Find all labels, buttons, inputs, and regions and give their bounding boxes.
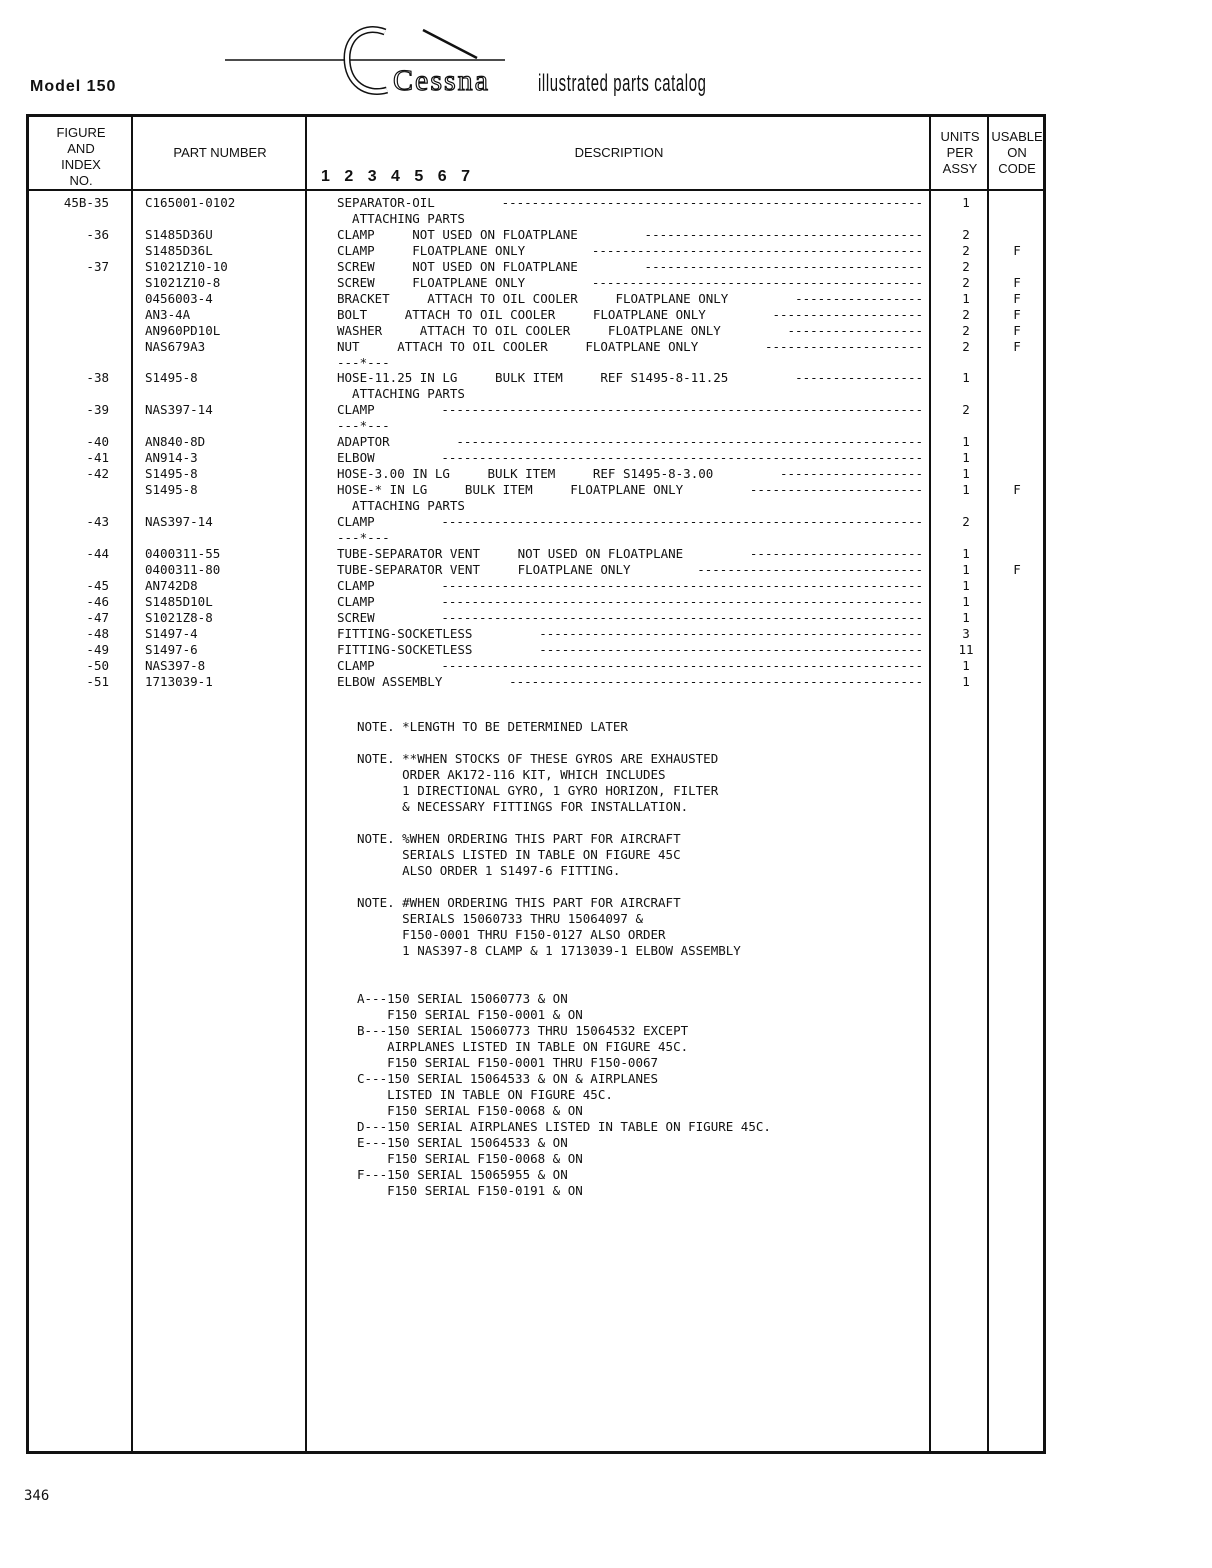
table-row — [29, 610, 1043, 626]
units-per-assy-cell: 1 — [962, 195, 970, 210]
leader-dashes: ----------------- — [795, 370, 923, 386]
table-row — [29, 323, 1043, 339]
description-text: ADAPTOR — [337, 434, 390, 450]
description-text: CLAMP NOT USED ON FLOATPLANE — [337, 226, 578, 242]
description-cell — [337, 291, 923, 307]
units-per-assy-cell: 1 — [962, 673, 970, 689]
units-per-assy-cell: 1 — [962, 577, 970, 593]
description-cell — [337, 514, 923, 530]
description-cell — [337, 626, 923, 642]
table-row — [29, 626, 1043, 642]
figure-index-cell: -39 — [86, 402, 109, 418]
part-number-cell: AN840-8D — [145, 434, 206, 450]
part-number-cell: NAS397-14 — [145, 514, 213, 529]
leader-dashes: ------------------------------ — [697, 561, 923, 577]
description-cell — [337, 323, 923, 339]
part-number-cell: AN3-4A — [145, 306, 191, 322]
brand-wordmark: Cessna — [393, 64, 490, 97]
serial-code-entry: D---150 SERIAL AIRPLANES LISTED IN TABLE ON FIGURE 45C. — [357, 1119, 771, 1134]
table-row — [29, 498, 1043, 514]
leader-dashes: ----------------------- — [749, 545, 923, 561]
part-number-cell: S1497-4 — [145, 625, 198, 641]
usable-on-code-cell: F — [1013, 290, 1021, 306]
leader-dashes: --------------------------------------------------- — [539, 625, 923, 641]
description-text: FITTING-SOCKETLESS — [337, 641, 473, 657]
units-per-assy-cell: 2 — [962, 242, 970, 258]
header-part-number: PART NUMBER — [173, 145, 267, 160]
figure-index-cell: -51 — [86, 673, 109, 689]
table-row — [29, 195, 1043, 211]
leader-dashes: ---------------------------------------------------------------- — [441, 577, 923, 593]
units-per-assy-cell: 2 — [962, 514, 970, 529]
part-number-cell: C165001-0102 — [145, 195, 236, 210]
usable-on-code-cell: F — [1013, 306, 1021, 322]
description-cell — [337, 434, 923, 450]
description-cell — [337, 674, 923, 690]
units-per-assy-cell: 1 — [962, 370, 970, 386]
table-row — [29, 642, 1043, 658]
usable-on-code-cell: F — [1013, 242, 1021, 258]
units-per-assy-cell: 11 — [958, 641, 974, 657]
description-text: ATTACHING PARTS — [337, 386, 465, 402]
part-number-cell: 1713039-1 — [145, 673, 213, 689]
leader-dashes: -------------------------------------------- — [591, 242, 923, 258]
header-indent-levels: 1 2 3 4 5 6 7 — [321, 168, 475, 185]
description-cell — [337, 402, 923, 418]
units-per-assy-cell: 2 — [962, 322, 970, 338]
description-text: BOLT ATTACH TO OIL COOLER FLOATPLANE ONLY — [337, 306, 706, 322]
units-per-assy-cell: 2 — [962, 274, 970, 290]
description-text: SEPARATOR-OIL — [337, 195, 435, 210]
notes-section — [357, 719, 771, 1199]
figure-index-cell: -37 — [86, 258, 109, 274]
note: NOTE. *LENGTH TO BE DETERMINED LATER — [357, 719, 628, 734]
units-per-assy-cell: 1 — [962, 434, 970, 450]
description-cell — [337, 546, 923, 562]
description-text: CLAMP — [337, 593, 375, 609]
description-cell — [337, 259, 923, 275]
description-text: HOSE-3.00 IN LG BULK ITEM REF S1495-8-3.00 — [337, 466, 714, 482]
table-row — [29, 562, 1043, 578]
leader-dashes: ---------------------------------------------------------------- — [441, 514, 923, 529]
table-row — [29, 227, 1043, 243]
table-row — [29, 466, 1043, 482]
description-cell — [337, 307, 923, 323]
note: NOTE. **WHEN STOCKS OF THESE GYROS ARE EXHAUSTED ORDER AK172-116 KIT, WHICH INCLUDES 1 DIRECTIONAL GYRO, 1 GYRO HORIZON, FILTER & NECESSARY FITTINGS FOR INSTALLATION. — [357, 751, 719, 814]
leader-dashes: -------------------------------------------------------------- — [456, 434, 923, 450]
figure-index-cell: -36 — [86, 226, 109, 242]
description-cell — [337, 578, 923, 594]
description-cell — [337, 498, 923, 514]
description-cell — [337, 386, 923, 402]
leader-dashes: ------------------- — [780, 466, 923, 482]
units-per-assy-cell: 1 — [962, 593, 970, 609]
table-row — [29, 402, 1043, 418]
leader-dashes: -------------------------------------------------------- — [501, 195, 923, 210]
leader-dashes: ------------------------------------- — [644, 226, 923, 242]
page-number: 346 — [24, 1488, 50, 1504]
parts-table — [26, 114, 1046, 1454]
part-number-cell: 0400311-80 — [145, 561, 221, 577]
description-cell — [337, 339, 923, 355]
serial-code-entry: E---150 SERIAL 15064533 & ON F150 SERIAL F150-0068 & ON — [357, 1135, 583, 1166]
description-text: HOSE-11.25 IN LG BULK ITEM REF S1495-8-11.25 — [337, 370, 729, 386]
table-row — [29, 530, 1043, 546]
units-per-assy-cell: 2 — [962, 306, 970, 322]
table-row — [29, 546, 1043, 562]
table-row — [29, 211, 1043, 227]
description-cell — [337, 642, 923, 658]
figure-index-cell: -47 — [86, 609, 109, 625]
units-per-assy-cell: 1 — [962, 561, 970, 577]
model-label: Model 150 — [30, 78, 117, 95]
figure-index-cell: -45 — [86, 577, 109, 593]
units-per-assy-cell: 2 — [962, 226, 970, 242]
units-per-assy-cell: 1 — [962, 545, 970, 561]
units-per-assy-cell: 1 — [962, 450, 970, 466]
table-row — [29, 291, 1043, 307]
description-text: CLAMP — [337, 402, 375, 418]
description-text: ---*--- — [337, 418, 390, 434]
leader-dashes: ------------------------------------- — [644, 258, 923, 274]
usable-on-code-cell: F — [1013, 482, 1021, 498]
description-text: NUT ATTACH TO OIL COOLER FLOATPLANE ONLY — [337, 338, 699, 354]
description-text: ATTACHING PARTS — [337, 498, 465, 514]
description-text: ELBOW ASSEMBLY — [337, 673, 443, 689]
table-row — [29, 275, 1043, 291]
figure-index-cell: -41 — [86, 450, 109, 466]
units-per-assy-cell: 1 — [962, 466, 970, 482]
note: NOTE. #WHEN ORDERING THIS PART FOR AIRCRAFT SERIALS 15060733 THRU 15064097 & F150-0001 THRU F150-0127 ALSO ORDER 1 NAS397-8 CLAMP & 1 1713039-1 ELBOW ASSEMBLY — [357, 895, 741, 958]
header-usable-on-code: USABLE ON CODE — [991, 129, 1043, 176]
description-cell — [337, 355, 923, 371]
figure-index-cell: -44 — [86, 545, 109, 561]
description-cell — [337, 482, 923, 498]
usable-on-code-cell: F — [1013, 274, 1021, 290]
note: NOTE. %WHEN ORDERING THIS PART FOR AIRCRAFT SERIALS LISTED IN TABLE ON FIGURE 45C ALSO ORDER 1 S1497-6 FITTING. — [357, 831, 681, 878]
description-text: TUBE-SEPARATOR VENT NOT USED ON FLOATPLANE — [337, 545, 684, 561]
header-figure-index: FIGURE AND INDEX NO. — [56, 125, 106, 188]
part-number-cell: S1485D36L — [145, 242, 213, 258]
description-text: SCREW — [337, 609, 375, 625]
part-number-cell: S1485D10L — [145, 593, 213, 609]
description-text: ---*--- — [337, 354, 390, 370]
serial-code-entry: C---150 SERIAL 15064533 & ON & AIRPLANES LISTED IN TABLE ON FIGURE 45C. F150 SERIAL F150-0068 & ON — [357, 1071, 659, 1118]
table-row — [29, 418, 1043, 434]
spacer — [357, 975, 771, 991]
description-text: BRACKET ATTACH TO OIL COOLER FLOATPLANE ONLY — [337, 290, 729, 306]
leader-dashes: ------------------------------------------------------- — [509, 673, 923, 689]
usable-on-code-cell: F — [1013, 338, 1021, 354]
catalog-title: illustrated parts catalog — [538, 70, 707, 97]
figure-index-cell: -40 — [86, 434, 109, 450]
description-cell — [337, 275, 923, 291]
part-number-cell: S1021Z10-8 — [145, 274, 221, 290]
figure-index-cell: -46 — [86, 593, 109, 609]
description-text: FITTING-SOCKETLESS — [337, 625, 473, 641]
figure-index-cell: -50 — [86, 657, 109, 673]
units-per-assy-cell: 2 — [962, 338, 970, 354]
table-row — [29, 386, 1043, 402]
part-number-cell: S1495-8 — [145, 466, 198, 482]
part-number-cell: S1495-8 — [145, 370, 198, 386]
leader-dashes: ---------------------------------------------------------------- — [441, 657, 923, 673]
description-text: HOSE-* IN LG BULK ITEM FLOATPLANE ONLY — [337, 482, 684, 498]
description-cell — [337, 562, 923, 578]
figure-index-cell: -43 — [86, 514, 109, 529]
description-cell — [337, 370, 923, 386]
part-number-cell: S1021Z10-10 — [145, 258, 228, 274]
table-row — [29, 658, 1043, 674]
table-row — [29, 514, 1043, 530]
leader-dashes: --------------------- — [764, 338, 923, 354]
units-per-assy-cell: 2 — [962, 258, 970, 274]
table-row — [29, 339, 1043, 355]
description-cell — [337, 418, 923, 434]
units-per-assy-cell: 1 — [962, 290, 970, 306]
leader-dashes: --------------------------------------------------- — [539, 641, 923, 657]
table-row — [29, 243, 1043, 259]
part-number-cell: NAS397-14 — [145, 402, 213, 418]
table-row — [29, 482, 1043, 498]
part-number-cell: AN742D8 — [145, 577, 198, 593]
table-row — [29, 450, 1043, 466]
table-row — [29, 370, 1043, 386]
leader-dashes: ---------------------------------------------------------------- — [441, 593, 923, 609]
description-cell — [337, 610, 923, 626]
description-cell — [337, 594, 923, 610]
leader-dashes: ----------------- — [795, 290, 923, 306]
description-cell — [337, 658, 923, 674]
leader-dashes: ----------------------- — [749, 482, 923, 498]
table-row — [29, 307, 1043, 323]
part-number-cell: 0456003-4 — [145, 290, 213, 306]
cessna-logo — [225, 22, 525, 104]
description-text: CLAMP — [337, 657, 375, 673]
table-row — [29, 259, 1043, 275]
description-text: ---*--- — [337, 529, 390, 545]
table-row — [29, 594, 1043, 610]
part-number-cell: NAS397-8 — [145, 657, 206, 673]
table-row — [29, 434, 1043, 450]
description-cell — [337, 243, 923, 259]
units-per-assy-cell: 1 — [962, 657, 970, 673]
description-text: ELBOW — [337, 450, 375, 466]
part-number-cell: S1485D36U — [145, 226, 213, 242]
figure-index-cell: -49 — [86, 641, 109, 657]
description-cell — [337, 530, 923, 546]
table-row — [29, 355, 1043, 371]
table-row — [29, 578, 1043, 594]
header-divider — [29, 189, 1043, 191]
description-cell — [337, 450, 923, 466]
description-text: SCREW FLOATPLANE ONLY — [337, 274, 526, 290]
description-text: ATTACHING PARTS — [337, 210, 465, 226]
table-row — [29, 674, 1043, 690]
description-cell — [337, 227, 923, 243]
units-per-assy-cell: 2 — [962, 402, 970, 418]
leader-dashes: ------------------ — [787, 322, 923, 338]
part-number-cell: AN914-3 — [145, 450, 198, 466]
leader-dashes: ---------------------------------------------------------------- — [441, 609, 923, 625]
leader-dashes: ---------------------------------------------------------------- — [441, 450, 923, 466]
figure-index-cell: -38 — [86, 370, 109, 386]
figure-index-cell: 45B-35 — [63, 195, 109, 210]
description-cell — [337, 466, 923, 482]
usable-on-code-cell: F — [1013, 561, 1021, 577]
description-cell — [337, 195, 923, 211]
units-per-assy-cell: 1 — [962, 482, 970, 498]
description-text: CLAMP — [337, 577, 375, 593]
leader-dashes: -------------------------------------------- — [591, 274, 923, 290]
part-number-cell: S1495-8 — [145, 482, 198, 498]
part-number-cell: S1021Z8-8 — [145, 609, 213, 625]
part-number-cell: S1497-6 — [145, 641, 198, 657]
part-number-cell: NAS679A3 — [145, 338, 206, 354]
part-number-cell: AN960PD10L — [145, 322, 221, 338]
serial-code-entry: F---150 SERIAL 15065955 & ON F150 SERIAL F150-0191 & ON — [357, 1167, 583, 1198]
description-cell — [337, 211, 923, 227]
header-description: DESCRIPTION — [574, 145, 664, 160]
leader-dashes: ---------------------------------------------------------------- — [441, 402, 923, 418]
description-text: WASHER ATTACH TO OIL COOLER FLOATPLANE ONLY — [337, 322, 721, 338]
leader-dashes: -------------------- — [772, 306, 923, 322]
header-units-per-assy: UNITS PER ASSY — [940, 129, 980, 176]
serial-code-entry: A---150 SERIAL 15060773 & ON F150 SERIAL F150-0001 & ON — [357, 991, 583, 1022]
description-text: TUBE-SEPARATOR VENT FLOATPLANE ONLY — [337, 561, 631, 577]
figure-index-cell: -48 — [86, 625, 109, 641]
serial-code-entry: B---150 SERIAL 15060773 THRU 15064532 EXCEPT AIRPLANES LISTED IN TABLE ON FIGURE 45C. F150 SERIAL F150-0001 THRU F150-0067 — [357, 1023, 689, 1070]
description-text: CLAMP FLOATPLANE ONLY — [337, 242, 526, 258]
figure-index-cell: -42 — [86, 466, 109, 482]
part-number-cell: 0400311-55 — [145, 545, 221, 561]
units-per-assy-cell: 1 — [962, 609, 970, 625]
units-per-assy-cell: 3 — [962, 625, 970, 641]
description-text: SCREW NOT USED ON FLOATPLANE — [337, 258, 578, 274]
usable-on-code-cell: F — [1013, 322, 1021, 338]
description-text: CLAMP — [337, 514, 375, 529]
